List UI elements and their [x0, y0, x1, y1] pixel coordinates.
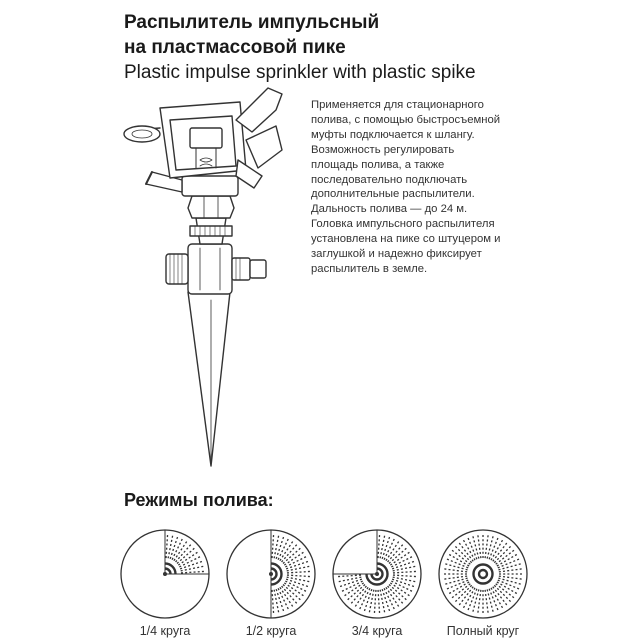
mode-full — [433, 528, 533, 638]
title-block — [124, 10, 624, 85]
description-line: распылитель в земле. — [311, 262, 428, 275]
description-line: дополнительные распылители. — [311, 188, 475, 201]
description-text — [311, 98, 535, 277]
mode-quarter — [115, 528, 215, 638]
description-line: Дальность полива — до 24 м. — [311, 203, 468, 216]
spray-pattern-icon — [331, 528, 423, 620]
mode-label: 3/4 круга — [351, 624, 403, 638]
description-line: Головка импульсного распылителя — [311, 218, 495, 231]
mode-label: 1/2 круга — [245, 624, 297, 638]
description-line: Возможность регулировать — [311, 143, 455, 156]
mode-half — [221, 528, 321, 638]
mode-label: Полный круг — [446, 624, 520, 638]
spray-pattern-icon — [119, 528, 211, 620]
modes-title: Режимы полива: — [124, 490, 274, 510]
description-line: последовательно подключать — [311, 173, 468, 186]
description-line: муфты подключается к шлангу. — [311, 128, 475, 141]
title-line-english: Plastic impulse sprinkler with plastic spike — [124, 62, 476, 83]
description-line: Применяется для стационарного — [311, 99, 484, 111]
title-line-1: Распылитель импульсный — [124, 12, 380, 33]
mode-label: 1/4 круга — [139, 624, 191, 638]
description-line: полива, с помощью быстросъемной — [311, 113, 501, 126]
description-line: площадь полива, а также — [311, 158, 445, 171]
spray-pattern-icon — [437, 528, 529, 620]
description-line: установлена на пике со штуцером и — [311, 233, 501, 246]
sprinkler-illustration-icon — [118, 78, 303, 478]
description-line: заглушкой и надежно фиксирует — [311, 248, 482, 261]
title-line-2: на пластмассовой пике — [124, 37, 346, 58]
mode-three-quarter — [327, 528, 427, 638]
spray-pattern-icon — [225, 528, 317, 620]
